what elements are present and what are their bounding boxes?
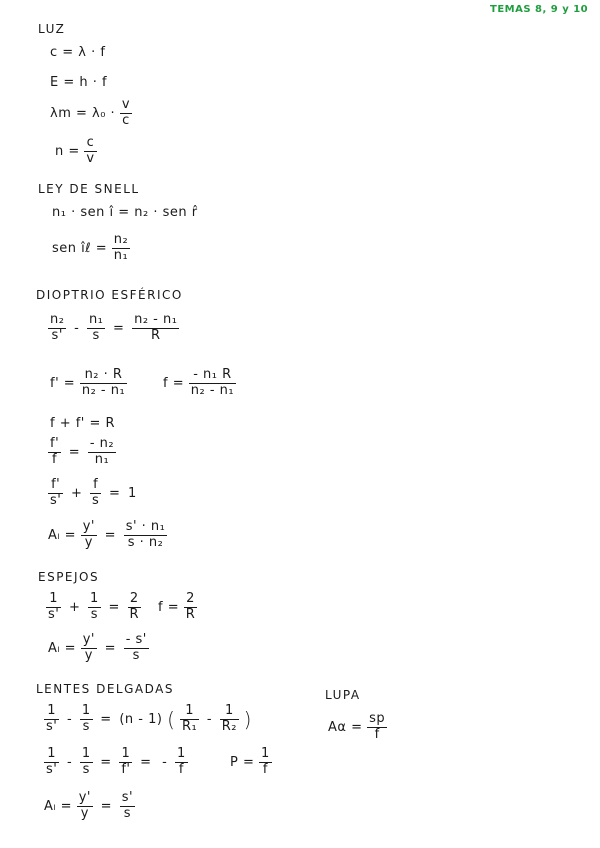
formula-lhs: Aₗ = xyxy=(44,798,73,814)
fraction xyxy=(80,368,127,399)
fraction xyxy=(88,437,116,468)
equals-sign: = xyxy=(108,485,121,501)
equals-sign: = xyxy=(100,798,113,814)
numerator: f xyxy=(90,478,101,494)
formula-mirror-magnification xyxy=(48,633,149,664)
denominator: R xyxy=(150,327,161,343)
formula-refractive-index xyxy=(55,136,97,167)
denominator: y xyxy=(84,647,93,663)
numerator: n₂ xyxy=(113,232,129,247)
denominator: s xyxy=(82,718,90,734)
formula-lhs: Aα = xyxy=(328,719,363,735)
numerator: 1 xyxy=(81,746,91,761)
numerator: 2 xyxy=(184,592,198,608)
denominator: c xyxy=(122,112,130,128)
fraction xyxy=(367,712,387,743)
denominator: f xyxy=(178,761,184,777)
numerator: n₁ xyxy=(88,312,104,327)
minus-sign: - xyxy=(67,711,73,727)
numerator: y' xyxy=(82,632,95,647)
fraction xyxy=(189,368,236,399)
formula-lhs: f = xyxy=(158,599,180,615)
formula-lens-power xyxy=(230,747,272,778)
fraction xyxy=(132,313,179,344)
formula-lhs: Aₗ = xyxy=(48,527,77,543)
denominator: f' xyxy=(121,761,131,777)
formula-magnifier xyxy=(328,712,387,743)
fraction xyxy=(119,747,132,778)
formula-dioptrio-gauss xyxy=(48,313,179,344)
numerator: 1 xyxy=(180,704,199,720)
open-paren: ( xyxy=(167,707,176,732)
denominator: s xyxy=(92,327,100,343)
denominator: n₂ - n₁ xyxy=(190,382,235,398)
formula-lhs: Aₗ = xyxy=(48,640,77,656)
denominator: f xyxy=(262,761,268,777)
equals-sign: = xyxy=(68,444,81,460)
formula-image-focal xyxy=(50,368,127,399)
denominator: s · n₂ xyxy=(127,534,164,550)
fraction xyxy=(77,791,93,822)
heading-lentes: LENTES DELGADAS xyxy=(36,682,174,696)
denominator: f xyxy=(374,726,380,742)
numerator: n₂ - n₁ xyxy=(134,312,178,327)
formula-lhs: λm = λ₀ · xyxy=(50,105,116,121)
denominator: s xyxy=(92,492,100,508)
numerator: 1 xyxy=(119,747,132,763)
formula-lens-magnification xyxy=(44,791,135,822)
close-paren: ) xyxy=(243,707,252,732)
fraction xyxy=(88,592,101,623)
plus-sign: + xyxy=(71,485,83,501)
formula-mirror-focal xyxy=(158,592,197,623)
fraction xyxy=(124,633,149,664)
numerator: s' xyxy=(121,790,134,805)
numerator: 1 xyxy=(261,746,270,761)
numerator: n₂ xyxy=(50,312,65,327)
fraction xyxy=(80,704,93,735)
equals-sign: = xyxy=(140,754,152,770)
denominator: v xyxy=(86,150,95,166)
denominator: s' xyxy=(46,718,58,734)
equals-sign: = xyxy=(100,754,112,770)
denominator: R xyxy=(185,606,196,622)
denominator: y xyxy=(80,805,89,821)
numerator: 1 xyxy=(44,704,59,720)
numerator: y' xyxy=(78,790,91,805)
plus-sign: + xyxy=(69,599,81,615)
formula-lhs: n = xyxy=(55,143,80,159)
topic-note: TEMAS 8, 9 y 10 xyxy=(490,4,589,15)
formula-focal-ratio xyxy=(48,437,116,468)
formula-lhs: f = xyxy=(163,375,185,391)
denominator: R xyxy=(129,606,140,622)
formula-mirror-equation xyxy=(46,592,141,623)
denominator: s' xyxy=(46,761,58,777)
numerator: f' xyxy=(48,478,63,494)
fraction xyxy=(48,478,63,509)
denominator: s xyxy=(123,805,131,821)
numerator: - n₁ R xyxy=(189,368,236,384)
denominator: s xyxy=(90,606,99,622)
formula-focal-sum: f + f' = R xyxy=(50,416,116,431)
minus-sign: - xyxy=(74,320,80,336)
formula-lhs: sen îℓ = xyxy=(52,240,108,256)
denominator: n₁ xyxy=(94,451,110,467)
fraction xyxy=(175,747,188,778)
formula-lateral-magnification xyxy=(48,520,167,551)
fraction xyxy=(220,704,239,735)
fraction xyxy=(90,478,101,509)
denominator: s xyxy=(132,647,140,663)
heading-lupa: LUPA xyxy=(325,688,361,702)
denominator: R₁ xyxy=(182,718,198,734)
equals-sign: = xyxy=(100,711,112,727)
numerator: c xyxy=(84,136,96,152)
minus-sign: - xyxy=(162,754,168,770)
fraction xyxy=(180,704,199,735)
formula-focal-relation xyxy=(48,478,137,509)
numerator: n₂ · R xyxy=(80,368,127,384)
numerator: 1 xyxy=(44,747,59,763)
fraction xyxy=(84,136,96,167)
formula-lhs: f' = xyxy=(50,375,76,391)
formula-speed-of-light: c = λ · f xyxy=(50,45,106,60)
fraction xyxy=(48,437,61,468)
numerator: s' · n₁ xyxy=(125,519,166,534)
fraction xyxy=(81,520,97,551)
formula-lensmaker xyxy=(44,704,252,735)
heading-dioptrio: DIOPTRIO ESFÉRICO xyxy=(36,288,183,302)
numerator: - s' xyxy=(125,632,147,647)
heading-snell: LEY DE SNELL xyxy=(38,182,140,196)
denominator: y xyxy=(84,534,93,550)
equals-sign: = xyxy=(113,320,125,336)
denominator: n₂ - n₁ xyxy=(81,382,126,398)
fraction xyxy=(128,592,142,623)
denominator: s' xyxy=(50,492,62,508)
formula-thin-lens xyxy=(44,747,188,778)
formula-critical-angle xyxy=(52,233,130,264)
fraction xyxy=(120,98,132,129)
rhs-value: 1 xyxy=(128,485,137,501)
numerator: 1 xyxy=(90,591,99,606)
numerator: sp xyxy=(369,711,386,726)
denominator: f xyxy=(52,451,58,467)
heading-luz: LUZ xyxy=(38,22,66,36)
numerator: - n₂ xyxy=(89,436,115,451)
equals-sign: = xyxy=(108,599,120,615)
fraction xyxy=(44,747,59,778)
equals-sign: = xyxy=(104,527,117,543)
minus-sign: - xyxy=(206,711,213,727)
numerator: 1 xyxy=(177,746,186,761)
heading-espejos: ESPEJOS xyxy=(38,570,100,584)
fraction xyxy=(120,791,135,822)
numerator: y' xyxy=(82,519,95,534)
fraction xyxy=(259,747,272,778)
formula-lhs: P = xyxy=(230,754,255,770)
denominator: s xyxy=(82,761,90,777)
minus-sign: - xyxy=(67,754,73,770)
fraction xyxy=(81,633,97,664)
denominator: R₂ xyxy=(221,718,237,734)
denominator: n₁ xyxy=(113,247,129,263)
numerator: 1 xyxy=(81,703,91,718)
numerator: 1 xyxy=(46,592,61,608)
formula-wavelength-medium xyxy=(50,98,132,129)
fraction xyxy=(80,747,93,778)
fraction xyxy=(87,313,105,344)
formula-snell-law: n₁ · sen î = n₂ · sen r̂ xyxy=(52,205,198,220)
fraction xyxy=(48,313,66,344)
numerator: f' xyxy=(50,436,60,451)
index-factor: (n - 1) xyxy=(119,711,163,727)
equals-sign: = xyxy=(104,640,117,656)
numerator: v xyxy=(121,97,131,112)
denominator: s' xyxy=(51,327,63,343)
fraction xyxy=(44,704,59,735)
numerator: 2 xyxy=(128,592,142,608)
numerator: 1 xyxy=(220,704,239,720)
formula-object-focal xyxy=(163,368,236,399)
fraction xyxy=(124,520,168,551)
fraction xyxy=(184,592,198,623)
fraction xyxy=(46,592,61,623)
fraction xyxy=(112,233,130,264)
formula-photon-energy: E = h · f xyxy=(50,75,108,90)
denominator: s' xyxy=(48,606,60,622)
